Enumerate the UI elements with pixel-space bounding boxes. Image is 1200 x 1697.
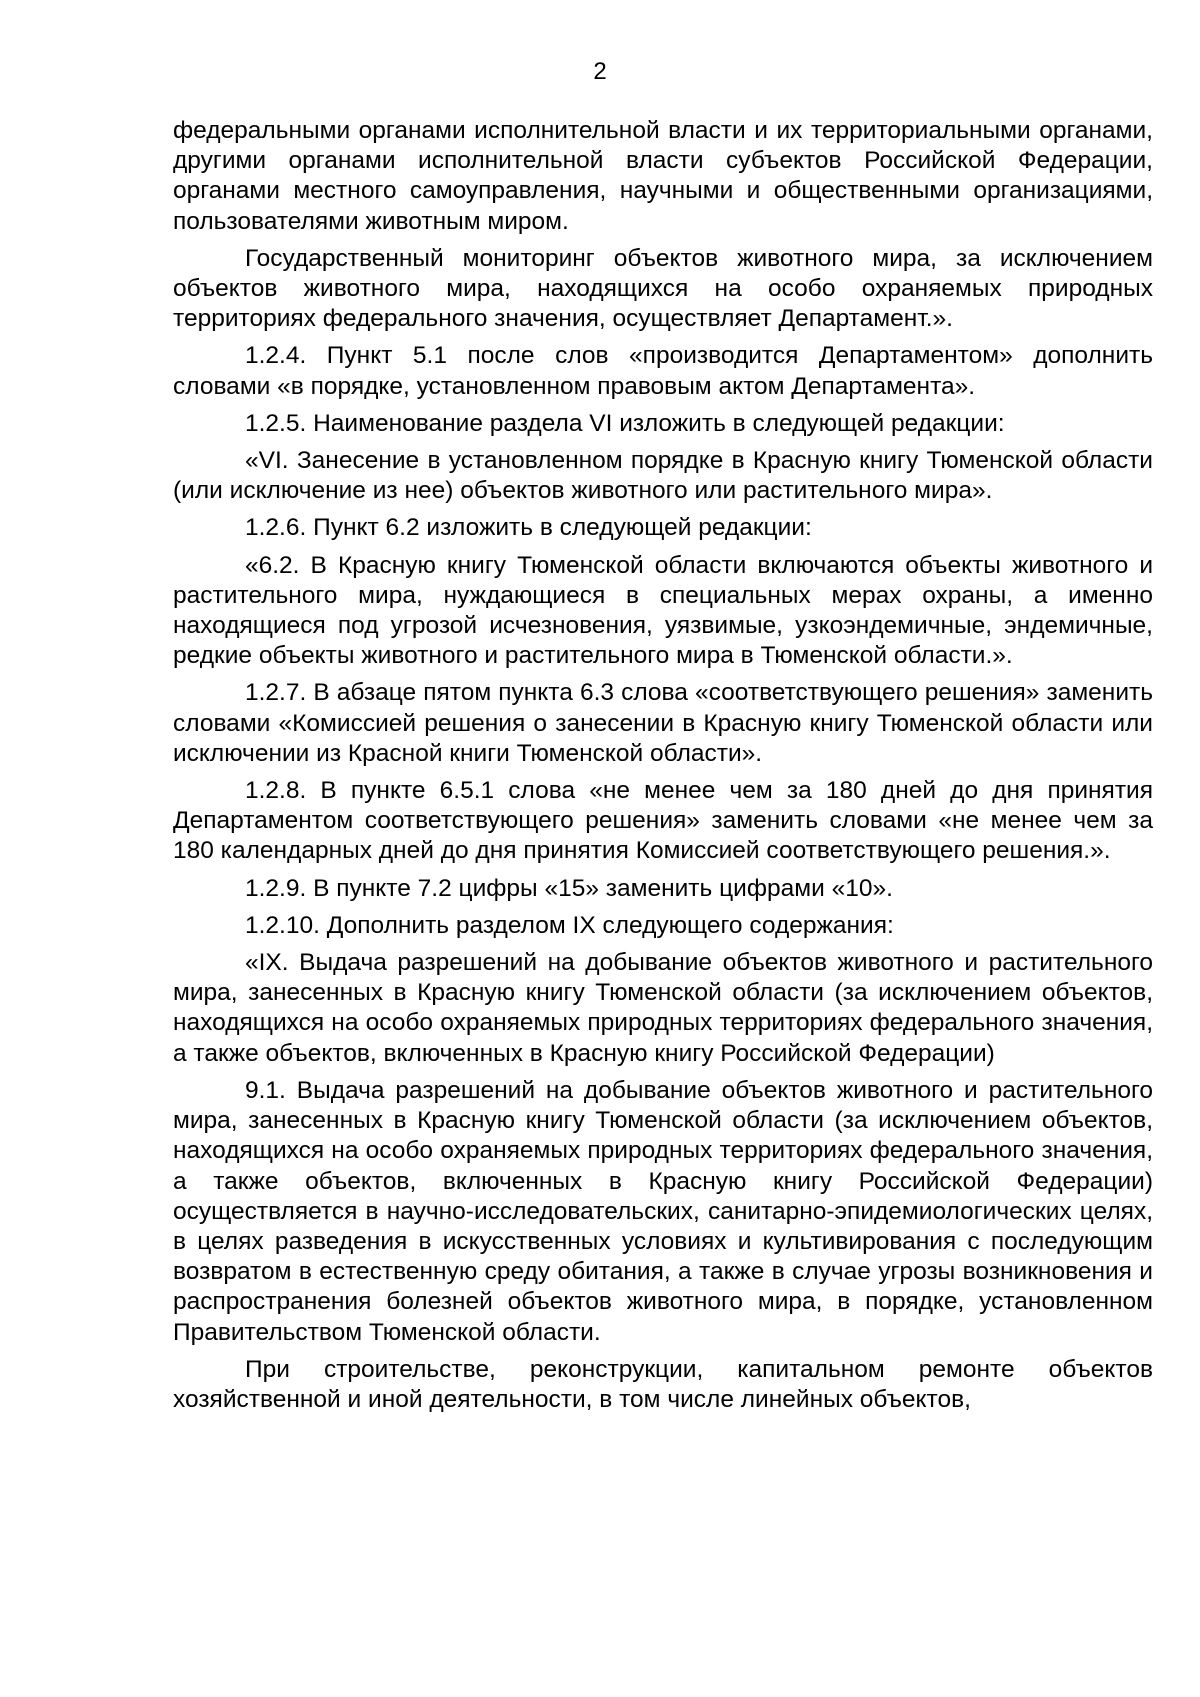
paragraph: 1.2.9. В пункте 7.2 цифры «15» заменить цифрами «10». xyxy=(245,874,893,902)
page-number: 2 xyxy=(593,58,607,85)
paragraph: 1.2.8. В пункте 6.5.1 слова «не менее чем за 180 дней до дня принятия Департаментом соответствующего решения» заменить словами «не менее чем за 180 календарных дней до дня принятия Комиссией соответствующего решения.». xyxy=(173,777,1153,865)
paragraph: 9.1. Выдача разрешений на добывание объектов животного и растительного мира, занесенных в Красную книгу Тюменской области (за исключением объектов, находящихся на особо охраняемых природных территориях федерального значения, а также объектов, включенных в Красную книгу Российской Федерации) осуществляется в научно-исследовательских, санитарно-эпидемиологических целях, в целях разведения в искусственных условиях и культивирования с последующим возвратом в естественную среду обитания, а также в случае угрозы возникновения и распространения болезней объектов животного мира, в порядке, установленном Правительством Тюменской области. xyxy=(173,1076,1153,1346)
paragraph: 1.2.6. Пункт 6.2 изложить в следующей редакции: xyxy=(245,514,812,542)
paragraph: «VI. Занесение в установленном порядке в Красную книгу Тюменской области (или исключение из нее) объектов животного или растительного мира». xyxy=(173,447,1153,505)
paragraph: 1.2.4. Пункт 5.1 после слов «производится Департаментом» дополнить словами «в порядке, установленном правовым актом Департамента». xyxy=(173,342,1153,400)
paragraph: При строительстве, реконструкции, капитальном ремонте объектов хозяйственной и иной деятельности, в том числе линейных объектов, xyxy=(173,1355,1153,1413)
section-heading-paragraph: «IX. Выдача разрешений на добывание объектов животного и растительного мира, занесенных в Красную книгу Тюменской области (за исключением объектов, находящихся на особо охраняемых природных территориях федерального значения, а также объектов, включенных в Красную книгу Российской Федерации) xyxy=(173,949,1153,1067)
paragraph: Государственный мониторинг объектов животного мира, за исключением объектов животного мира, находящихся на особо охраняемых природных территориях федерального значения, осуществляет Департамент.». xyxy=(173,244,1153,333)
paragraph: 1.2.10. Дополнить разделом IX следующего содержания: xyxy=(245,911,894,939)
paragraph: 1.2.5. Наименование раздела VI изложить в следующей редакции: xyxy=(245,409,1005,437)
paragraph: федеральными органами исполнительной власти и их территориальными органами, другими органами исполнительной власти субъектов Российской Федерации, органами местного самоуправления, научными и общественными организациями, пользователями животным миром. xyxy=(173,117,1153,235)
paragraph: «6.2. В Красную книгу Тюменской области включаются объекты животного и растительного мира, нуждающиеся в специальных мерах охраны, а именно находящиеся под угрозой исчезновения, уязвимые, узкоэндемичные, эндемичные, редкие объекты животного и растительного мира в Тюменской области.». xyxy=(173,551,1153,670)
paragraph: 1.2.7. В абзаце пятом пункта 6.3 слова «соответствующего решения» заменить словами «Комиссией решения о занесении в Красную книгу Тюменской области или исключении из Красной книги Тюменской области». xyxy=(173,679,1153,767)
document-body xyxy=(173,116,1153,1422)
